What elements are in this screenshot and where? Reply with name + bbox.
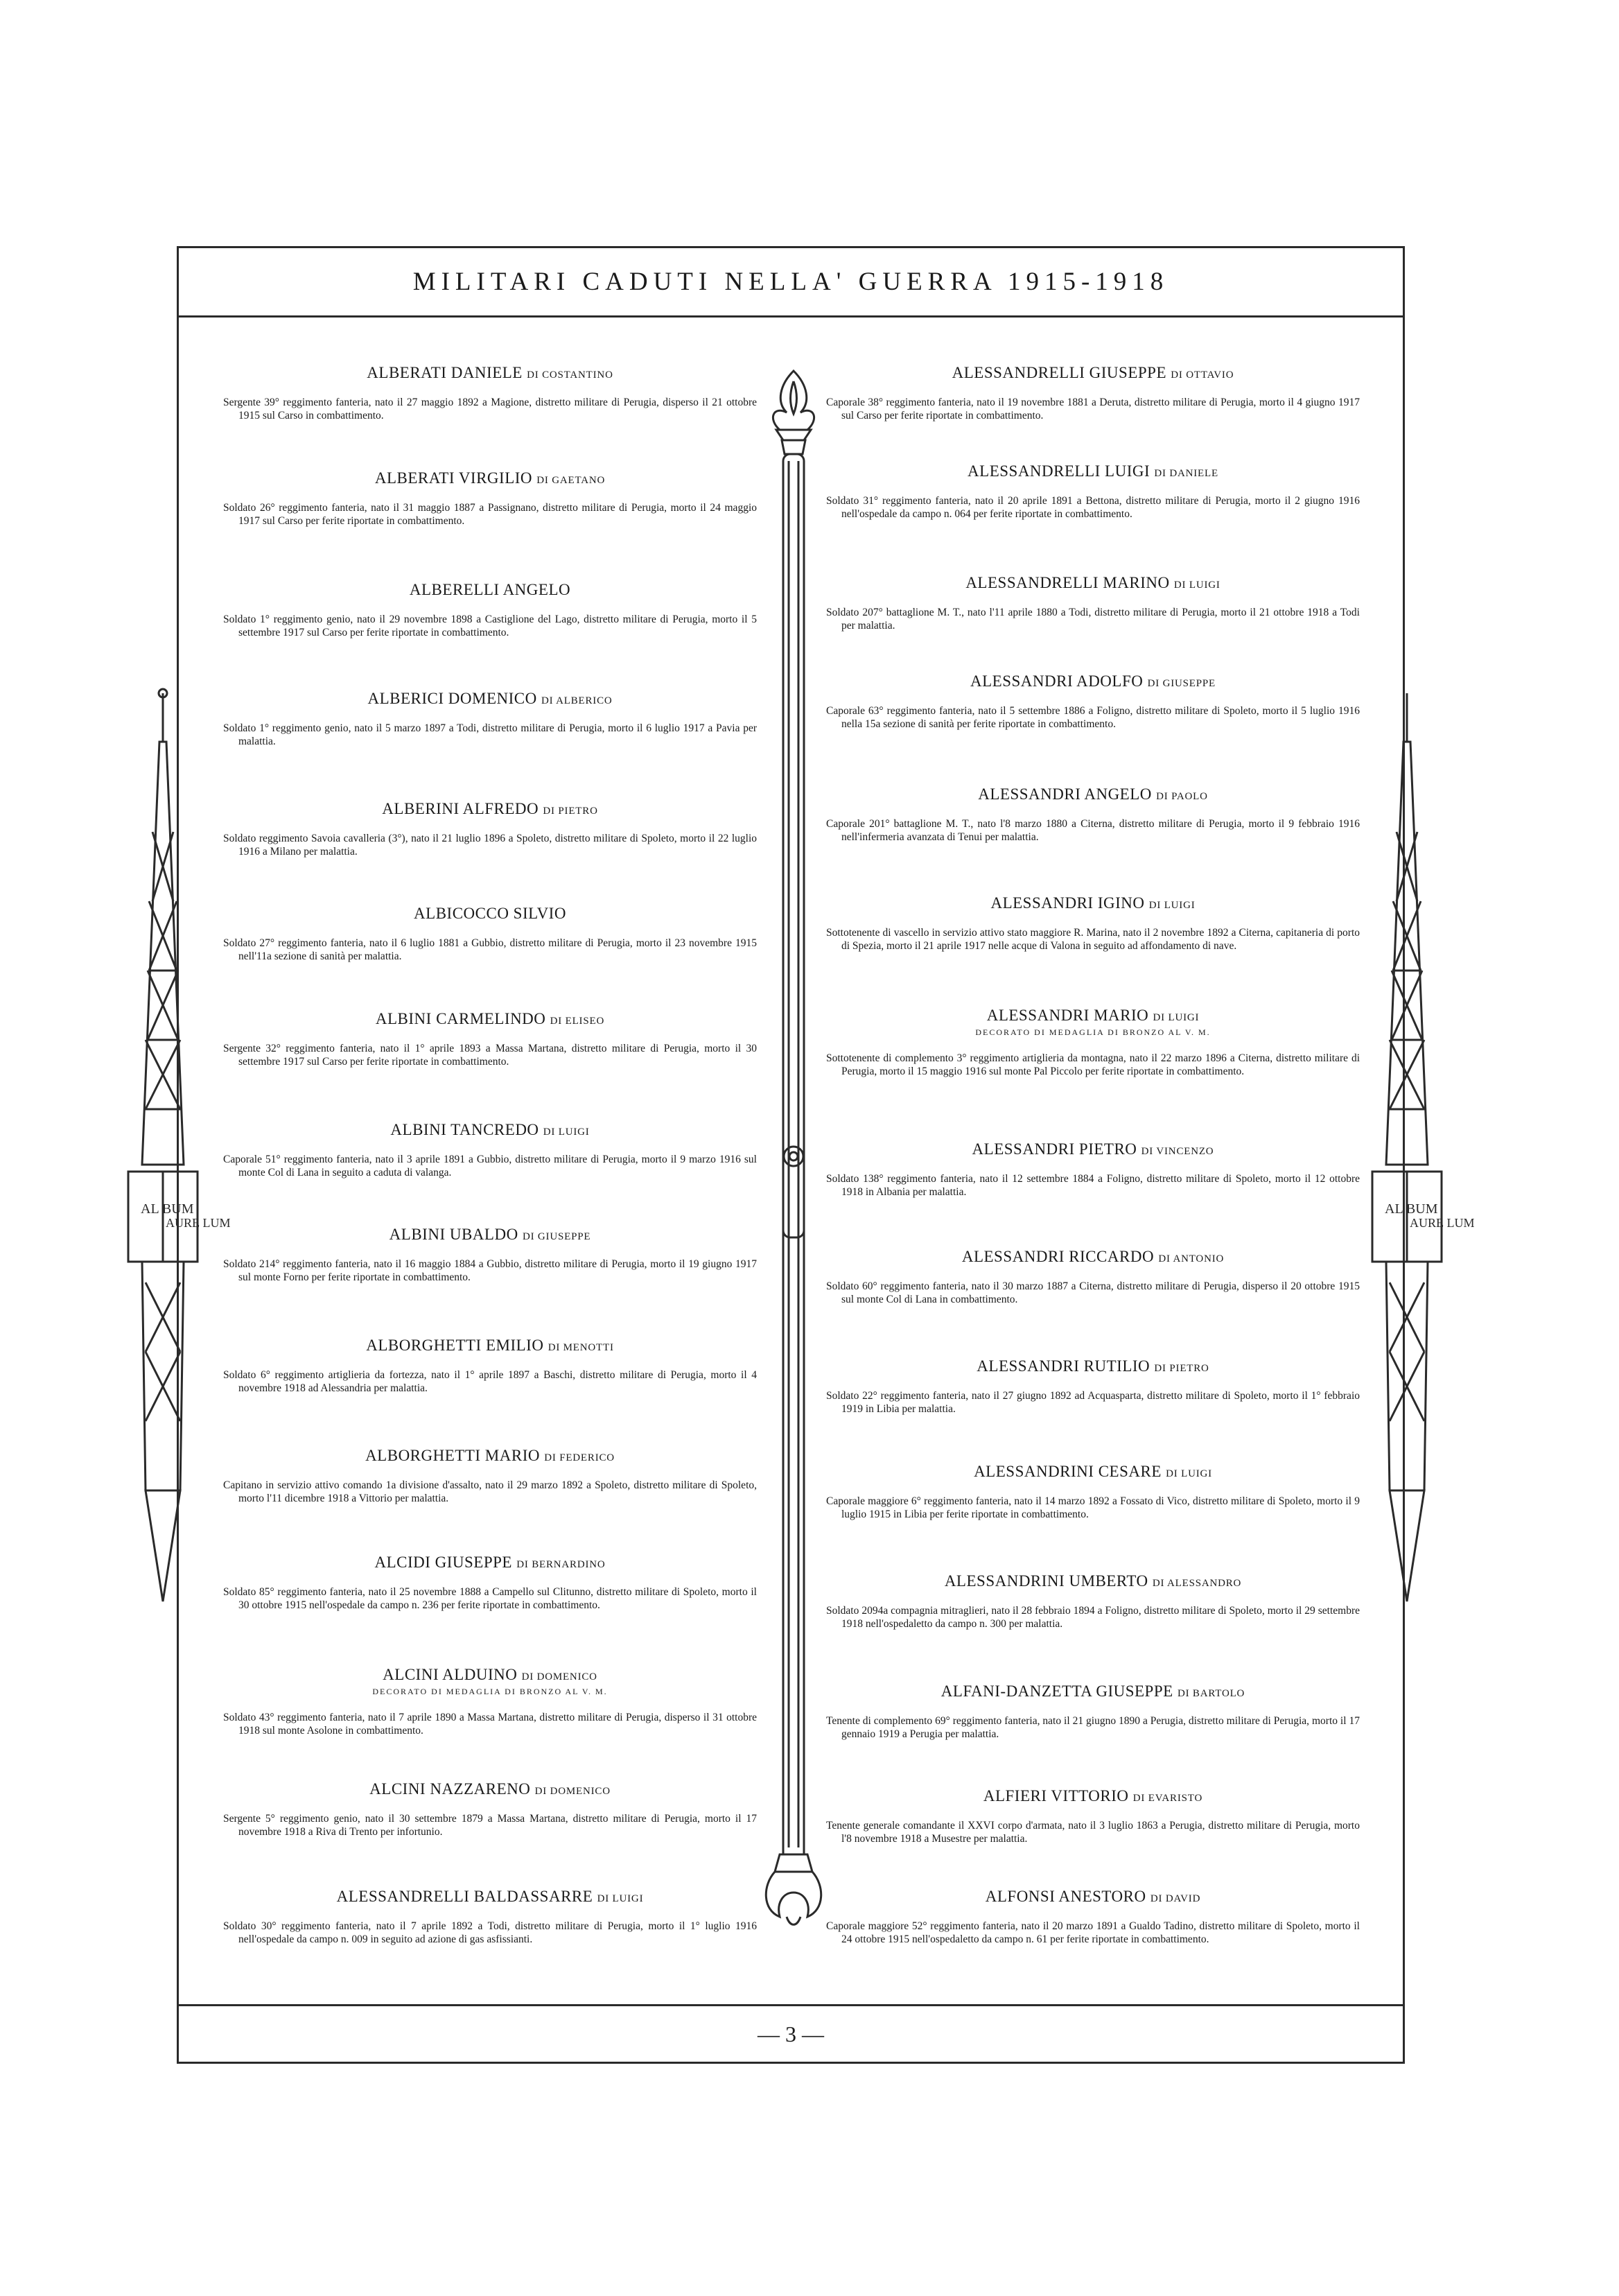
soldier-name: ALBERICI DOMENICO	[367, 690, 537, 707]
entry-text: Capitano in servizio attivo comando 1a divisione d'assalto, nato il 29 marzo 1892 a Spoleto, distretto militare di Spoleto, morto l'11 dicembre 1918 a Vittorio per malattia.	[223, 1479, 757, 1504]
entry-name	[223, 800, 757, 818]
side-panel-text-right: AURE LUM	[166, 1216, 231, 1230]
entry	[223, 1554, 757, 1612]
entry-text: Tenente di complemento 69° reggimento fanteria, nato il 21 giugno 1890 a Perugia, distretto militare di Perugia, morto il 17 gennaio 1919 a Perugia per malattia.	[826, 1715, 1360, 1740]
father-name: DI PIETRO	[1154, 1363, 1209, 1374]
entry	[826, 894, 1360, 953]
page-header	[179, 248, 1403, 318]
entry	[826, 364, 1360, 422]
entry	[223, 800, 757, 858]
soldier-name: ALESSANDRINI CESARE	[974, 1463, 1162, 1480]
entry-name	[826, 1463, 1360, 1481]
entry-name	[223, 1780, 757, 1798]
entry-text: Soldato 43° reggimento fanteria, nato il 7 aprile 1890 a Massa Martana, distretto militare di Perugia, disperso il 31 ottobre 1918 sul monte Asolone in combattimento.	[223, 1712, 757, 1737]
entry-name	[826, 364, 1360, 382]
entry	[223, 690, 757, 748]
page-number: — 3 —	[758, 2021, 824, 2046]
entry-text: Caporale 201° battaglione M. T., nato l'8 marzo 1880 a Citerna, distretto militare di Perugia, morto il 9 febbraio 1916 nell'infermeria avanzata di Tenui per malattia.	[826, 818, 1360, 843]
soldier-name: ALCINI ALDUINO	[383, 1666, 518, 1683]
soldier-name: ALESSANDRI RUTILIO	[977, 1357, 1150, 1375]
soldier-name: ALBINI TANCREDO	[390, 1121, 539, 1138]
entry	[223, 1226, 757, 1284]
entry	[826, 785, 1360, 844]
page-title: MILITARI CADUTI NELLA' GUERRA 1915-1918	[412, 268, 1169, 296]
soldier-name: ALBINI UBALDO	[389, 1226, 518, 1243]
entry	[826, 1682, 1360, 1741]
father-name: DI ALESSANDRO	[1152, 1578, 1242, 1589]
entry-text: Soldato 6° reggimento artiglieria da fortezza, nato il 1° aprile 1897 a Baschi, distretto militare di Perugia, morto il 4 novembre 1918 ad Alessandria per malattia.	[223, 1369, 757, 1394]
entry-name	[223, 905, 757, 923]
father-name: DI DANIELE	[1154, 468, 1218, 479]
entry	[223, 469, 757, 528]
soldier-name: ALESSANDRELLI MARINO	[965, 574, 1170, 591]
entry	[223, 1010, 757, 1068]
entry	[223, 1888, 757, 1946]
entry-text: Tenente generale comandante il XXVI corpo d'armata, nato il 3 luglio 1863 a Perugia, distretto militare di Perugia, morto l'8 novembre 1918 a Musestre per malattia.	[826, 1820, 1360, 1845]
father-name: DI DAVID	[1150, 1893, 1201, 1904]
soldier-name: ALESSANDRELLI GIUSEPPE	[952, 364, 1167, 381]
entry-name	[223, 1337, 757, 1355]
father-name: DI DOMENICO	[534, 1786, 611, 1797]
entry-name	[826, 894, 1360, 912]
entry-name	[826, 1248, 1360, 1266]
entry-name	[223, 364, 757, 382]
entry-name	[826, 1572, 1360, 1590]
entry-text: Caporale maggiore 6° reggimento fanteria, nato il 14 marzo 1892 a Fossato di Vico, distretto militare di Spoleto, morto il 9 luglio 1915 in Libia per ferite riportate in combattimento.	[826, 1495, 1360, 1520]
soldier-name: ALFIERI VITTORIO	[983, 1787, 1129, 1804]
soldier-name: ALBICOCCO SILVIO	[414, 905, 566, 922]
right-side-ornament	[1365, 693, 1475, 1615]
entry	[223, 1447, 757, 1505]
father-name: DI BARTOLO	[1177, 1688, 1245, 1699]
soldier-name: ALESSANDRELLI BALDASSARRE	[336, 1888, 593, 1905]
entry-name	[826, 574, 1360, 592]
entry	[826, 1357, 1360, 1416]
entry	[826, 1888, 1360, 1946]
entry-text: Sergente 39° reggimento fanteria, nato il 27 maggio 1892 a Magione, distretto militare di Perugia, disperso il 21 ottobre 1915 sul Carso in combattimento.	[223, 397, 757, 421]
father-name: DI DOMENICO	[521, 1671, 597, 1682]
soldier-name: ALESSANDRI ANGELO	[978, 785, 1152, 803]
entry-name	[223, 1888, 757, 1906]
entry-text: Soldato 138° reggimento fanteria, nato il 12 settembre 1884 a Foligno, distretto militare di Spoleto, morto il 12 ottobre 1918 in Albania per malattia.	[826, 1173, 1360, 1198]
entry-text: Soldato 22° reggimento fanteria, nato il 27 giugno 1892 ad Acquasparta, distretto militare di Spoleto, morto il 1° febbraio 1919 in Libia per malattia.	[826, 1390, 1360, 1415]
father-name: DI ELISEO	[550, 1016, 605, 1027]
entry	[223, 1666, 757, 1737]
entry-text: Soldato 30° reggimento fanteria, nato il 7 aprile 1892 a Todi, distretto militare di Perugia, morto il 1° luglio 1916 nell'ospedale da campo n. 009 in seguito ad azione di gas asfissianti.	[223, 1920, 757, 1945]
soldier-name: ALESSANDRELLI LUIGI	[968, 462, 1150, 480]
entry-text: Soldato 1° reggimento genio, nato il 29 novembre 1898 a Castiglione del Lago, distretto militare di Perugia, morto il 5 settembre 1917 sul Carso per ferite riportate in combattimento.	[223, 614, 757, 638]
father-name: DI GAETANO	[536, 475, 606, 486]
side-panel-text-left-right-ornament: AL BUM	[1385, 1201, 1438, 1217]
father-name: DI EVARISTO	[1132, 1793, 1203, 1804]
entry-name	[223, 690, 757, 708]
entry-text: Sottotenente di complemento 3° reggimento artiglieria da montagna, nato il 22 marzo 1896 a Citerna, distretto militare di Perugia, morto il 15 maggio 1916 sul monte Pal Piccolo per ferite riportate in combattimento.	[826, 1052, 1360, 1077]
entry-text: Caporale 63° reggimento fanteria, nato il 5 settembre 1886 a Foligno, distretto militare di Spoleto, morto il 5 luglio 1916 nella 15a sezione di sanità per ferite riportate in combattimento.	[826, 705, 1360, 730]
entry-name	[223, 469, 757, 487]
soldier-name: ALESSANDRI RICCARDO	[961, 1248, 1155, 1265]
entry-name	[223, 1121, 757, 1139]
entry	[223, 1780, 757, 1838]
soldier-name: ALESSANDRINI UMBERTO	[944, 1572, 1148, 1590]
entry-text: Soldato 207° battaglione M. T., nato l'11 aprile 1880 a Todi, distretto militare di Perugia, morto il 21 ottobre 1918 a Todi per malattia.	[826, 607, 1360, 632]
entry	[223, 364, 757, 422]
soldier-name: ALESSANDRI ADOLFO	[970, 672, 1144, 690]
entry	[223, 581, 757, 639]
entry-name	[223, 1554, 757, 1572]
entry-text: Soldato 85° reggimento fanteria, nato il 25 novembre 1888 a Campello sul Clitunno, distretto militare di Spoleto, morto il 30 ottobre 1915 nell'ospedale da campo n. 236 per ferite riportate in combattimento.	[223, 1586, 757, 1611]
side-panel-text-right-right-ornament: AURE LUM	[1410, 1216, 1475, 1230]
father-name: DI COSTANTINO	[527, 369, 613, 381]
soldier-name: ALBORGHETTI EMILIO	[366, 1337, 544, 1354]
entry-text: Soldato 1° reggimento genio, nato il 5 marzo 1897 a Todi, distretto militare di Perugia, morto il 6 luglio 1917 a Pavia per malattia.	[223, 722, 757, 747]
entry-name	[826, 1357, 1360, 1375]
soldier-name: ALESSANDRI MARIO	[986, 1007, 1149, 1024]
soldier-name: ALCIDI GIUSEPPE	[374, 1554, 512, 1571]
entry-text: Soldato 27° reggimento fanteria, nato il 6 luglio 1881 a Gubbio, distretto militare di Perugia, morto il 23 novembre 1915 nell'11a sezione di sanità per malattia.	[223, 937, 757, 962]
entry-text: Soldato 214° reggimento fanteria, nato il 16 maggio 1884 a Gubbio, distretto militare di Perugia, morto il 19 giugno 1917 sul monte Forno per ferite riportate in combattimento.	[223, 1258, 757, 1283]
soldier-name: ALBORGHETTI MARIO	[365, 1447, 540, 1464]
entry-text: Soldato 60° reggimento fanteria, nato il 30 marzo 1887 a Citerna, distretto militare di Perugia, disperso il 20 ottobre 1915 sul monte Col di Lana in combattimento.	[826, 1280, 1360, 1305]
father-name: DI LUIGI	[1166, 1468, 1212, 1479]
side-panel-text-left: AL BUM	[141, 1201, 194, 1217]
father-name: DI VINCENZO	[1141, 1146, 1214, 1157]
soldier-name: ALBERELLI ANGELO	[409, 581, 571, 598]
father-name: DI PAOLO	[1156, 791, 1208, 802]
father-name: DI GIUSEPPE	[522, 1231, 591, 1242]
father-name: DI PIETRO	[543, 806, 598, 817]
father-name: DI MENOTTI	[548, 1342, 614, 1353]
soldier-name: ALESSANDRI PIETRO	[972, 1140, 1137, 1158]
entry-name	[223, 581, 757, 599]
entry-text: Sergente 5° reggimento genio, nato il 30 settembre 1879 a Massa Martana, distretto militare di Perugia, morto il 17 novembre 1918 a Riva di Trento per infortunio.	[223, 1813, 757, 1838]
decoration-note: DECORATO DI MEDAGLIA DI BRONZO AL V. M.	[372, 1687, 608, 1696]
entry-text: Sergente 32° reggimento fanteria, nato il 1° aprile 1893 a Massa Martana, distretto militare di Perugia, morto il 30 settembre 1917 sul Carso per ferite riportate in combattimento.	[223, 1043, 757, 1068]
entry	[223, 905, 757, 963]
soldier-name: ALBERINI ALFREDO	[382, 800, 539, 817]
decoration-note: DECORATO DI MEDAGLIA DI BRONZO AL V. M.	[975, 1027, 1211, 1037]
father-name: DI LUIGI	[543, 1127, 590, 1138]
soldier-name: ALFONSI ANESTORO	[985, 1888, 1146, 1905]
soldier-name: ALBERATI VIRGILIO	[374, 469, 533, 487]
entry-name	[826, 1787, 1360, 1805]
entry-text: Soldato 31° reggimento fanteria, nato il 20 aprile 1891 a Bettona, distretto militare di Perugia, morto il 2 giugno 1916 nell'ospedale da campo n. 064 per ferite riportate in combattimento.	[826, 495, 1360, 520]
entry-name	[826, 672, 1360, 690]
entry	[826, 574, 1360, 632]
entry-name	[826, 1140, 1360, 1158]
father-name: DI BERNARDINO	[516, 1559, 606, 1570]
entry	[826, 1463, 1360, 1521]
entry	[223, 1337, 757, 1395]
father-name: DI ANTONIO	[1158, 1253, 1225, 1264]
entry	[826, 1007, 1360, 1078]
entry-text: Caporale 51° reggimento fanteria, nato il 3 aprile 1891 a Gubbio, distretto militare di Perugia, morto il 9 marzo 1916 sul monte Col di Lana in seguito a caduta di valanga.	[223, 1154, 757, 1179]
entry-name	[223, 1447, 757, 1465]
entry-text: Sottotenente di vascello in servizio attivo stato maggiore R. Marina, nato il 2 novembre 1892 a Citerna, capitaneria di porto di Spezia, morto il 21 aprile 1917 nelle acque di Valona in seguito ad affondamento di nave.	[826, 927, 1360, 952]
entry-name	[223, 1226, 757, 1244]
father-name: DI OTTAVIO	[1171, 369, 1234, 381]
entry-name	[826, 1682, 1360, 1701]
father-name: DI ALBERICO	[541, 695, 613, 706]
entry	[223, 1121, 757, 1179]
entry-name	[826, 462, 1360, 480]
entry-text: Soldato 26° reggimento fanteria, nato il 31 maggio 1887 a Passignano, distretto militare di Perugia, morto il 24 maggio 1917 sul Carso per ferite riportate in combattimento.	[223, 502, 757, 527]
entry-name	[826, 785, 1360, 803]
torch-column-ornament	[749, 364, 839, 1945]
soldier-name: ALCINI NAZZARENO	[369, 1780, 531, 1798]
father-name: DI LUIGI	[597, 1893, 644, 1904]
page-footer	[179, 2004, 1403, 2062]
father-name: DI LUIGI	[1153, 1012, 1200, 1023]
entry	[826, 462, 1360, 521]
father-name: DI LUIGI	[1173, 580, 1220, 591]
entry-text: Caporale maggiore 52° reggimento fanteria, nato il 20 marzo 1891 a Gualdo Tadino, distretto militare di Spoleto, morto il 24 ottobre 1915 nell'ospedaletto da campo n. 61 per ferite riportate in combattimento.	[826, 1920, 1360, 1945]
father-name: DI GIUSEPPE	[1147, 678, 1216, 689]
entry	[826, 672, 1360, 731]
entry-name	[826, 1007, 1360, 1025]
soldier-name: ALESSANDRI IGINO	[990, 894, 1145, 912]
soldier-name: ALBERATI DANIELE	[367, 364, 523, 381]
left-side-ornament	[121, 693, 231, 1615]
soldier-name: ALBINI CARMELINDO	[375, 1010, 546, 1027]
entry	[826, 1572, 1360, 1630]
entry-name	[826, 1888, 1360, 1906]
entry	[826, 1140, 1360, 1199]
father-name: DI FEDERICO	[544, 1452, 615, 1463]
entry-text: Caporale 38° reggimento fanteria, nato il 19 novembre 1881 a Deruta, distretto militare di Perugia, morto il 4 giugno 1917 sul Carso per ferite riportate in combattimento.	[826, 397, 1360, 421]
entry	[826, 1248, 1360, 1306]
father-name: DI LUIGI	[1148, 900, 1196, 911]
entry-name	[223, 1666, 757, 1684]
entry-text: Soldato reggimento Savoia cavalleria (3°), nato il 21 luglio 1896 a Spoleto, distretto militare di Spoleto, morto il 22 luglio 1916 a Milano per malattia.	[223, 833, 757, 858]
entry-name	[223, 1010, 757, 1028]
soldier-name: ALFANI-DANZETTA GIUSEPPE	[940, 1682, 1173, 1700]
entry	[826, 1787, 1360, 1845]
entry-text: Soldato 2094a compagnia mitraglieri, nato il 28 febbraio 1894 a Foligno, distretto militare di Spoleto, morto il 29 settembre 1918 nell'ospedaletto da campo n. 300 per malattia.	[826, 1605, 1360, 1630]
